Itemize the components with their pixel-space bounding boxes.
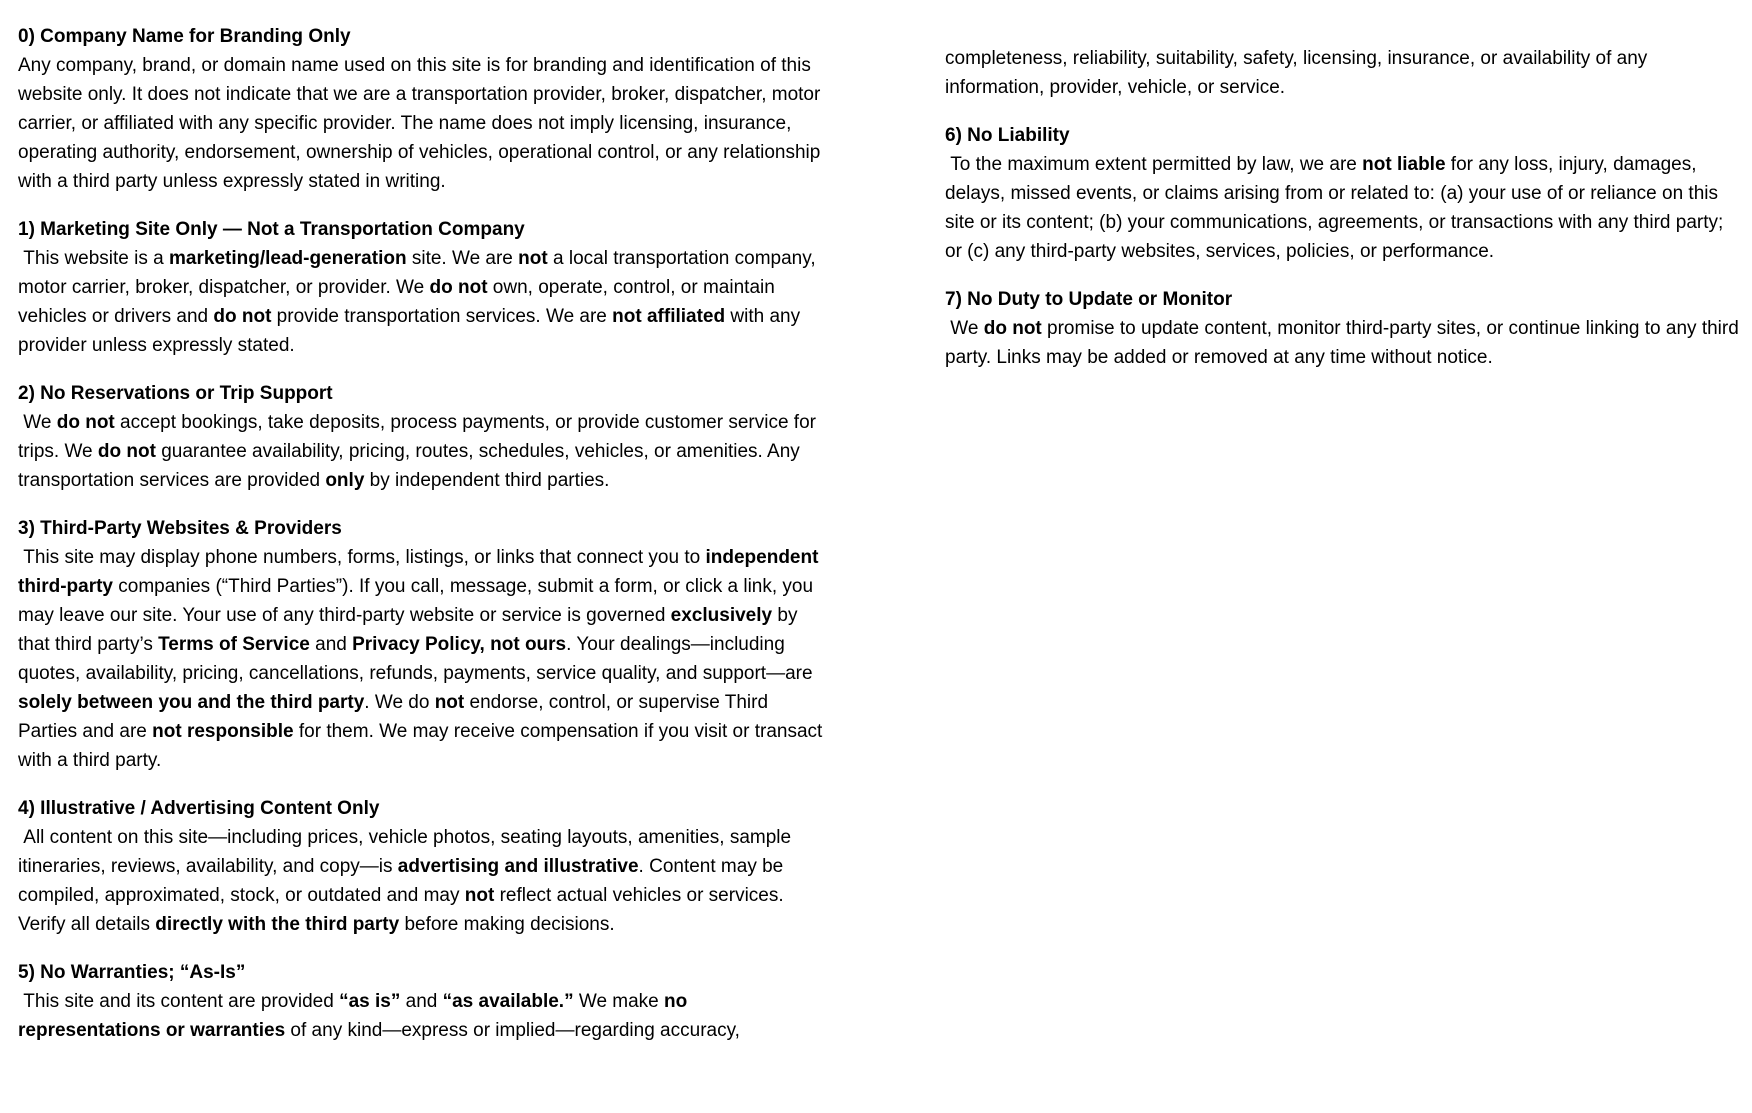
disclaimer-section xyxy=(18,514,828,775)
emphasis-text: do not xyxy=(983,318,1042,339)
body-text: . Your dealings—including quotes, availability, pricing, cancellations, refunds, payments, service quality, and support—are xyxy=(18,634,818,684)
body-text: . We do xyxy=(364,692,435,713)
body-text: for any loss, injury, damages, delays, missed events, or claims arising from or related to: (a) your use of or reliance on this site or its content; (b) your communications, agreements, or transactions with any third party; or (c) any third-party websites, services, policies, or performance. xyxy=(945,154,1729,262)
emphasis-text: do not xyxy=(56,412,115,433)
emphasis-text: solely between you and the third party xyxy=(18,692,365,713)
section-heading: 4) Illustrative / Advertising Content Only xyxy=(18,798,380,819)
body-text: before making decisions. xyxy=(399,914,615,935)
section-heading: 0) Company Name for Branding Only xyxy=(18,26,351,47)
body-text: for them. We may receive compensation if you visit or transact with a third party. xyxy=(18,721,828,771)
body-text: Any company, brand, or domain name used on this site is for branding and identification of this website only. It does not indicate that we are a transportation provider, broker, dispatcher, motor carrier, or affiliated with any specific provider. The name does not imply licensing, insurance, operating authority, endorsement, ownership of vehicles, operational control, or any relationship with a third party unless expressly stated in writing. xyxy=(18,55,826,192)
left-column xyxy=(18,0,828,1064)
body-text: . Content may be compiled, approximated, stock, or outdated and may xyxy=(18,856,789,906)
section-heading: 3) Third-Party Websites & Providers xyxy=(18,518,342,539)
body-text: companies (“Third Parties”). If you call, message, submit a form, or click a link, you may leave our site. Your use of any third-party website or service is governed xyxy=(18,576,819,626)
emphasis-text: directly with the third party xyxy=(155,914,400,935)
body-text: We xyxy=(18,412,57,433)
body-text: All content on this site—including prices, vehicle photos, seating layouts, amenities, sample itineraries, reviews, availability, and copy—is xyxy=(18,827,797,877)
body-text: This site may display phone numbers, forms, listings, or links that connect you to xyxy=(18,547,706,568)
disclaimer-section-continued xyxy=(945,44,1745,102)
body-text: endorse, control, or supervise Third Parties and are xyxy=(18,692,774,742)
body-text: and xyxy=(309,634,353,655)
section-heading: 1) Marketing Site Only — Not a Transportation Company xyxy=(18,219,525,240)
disclaimer-section xyxy=(18,794,828,939)
body-text: To the maximum extent permitted by law, we are xyxy=(945,154,1363,175)
emphasis-text: independent third-party xyxy=(18,547,824,597)
body-text: promise to update content, monitor third-party sites, or continue linking to any third party. Links may be added or removed at any time without notice. xyxy=(945,318,1745,368)
body-text: We make xyxy=(573,991,665,1012)
body-text: guarantee availability, pricing, routes, schedules, vehicles, or amenities. Any transportation services are provided xyxy=(18,441,806,491)
emphasis-text: do not xyxy=(213,306,272,327)
emphasis-text: “as available.” xyxy=(442,991,574,1012)
disclaimer-section xyxy=(945,285,1745,372)
emphasis-text: Terms of Service xyxy=(158,634,310,655)
emphasis-text: not liable xyxy=(1362,154,1446,175)
emphasis-text: no representations or warranties xyxy=(18,991,693,1041)
body-text: provide transportation services. We are xyxy=(271,306,613,327)
emphasis-text: marketing/lead-generation xyxy=(169,248,407,269)
body-text: site. We are xyxy=(406,248,519,269)
disclaimer-section xyxy=(18,22,828,196)
emphasis-text: Privacy Policy, xyxy=(352,634,485,655)
disclaimer-section xyxy=(18,215,828,360)
body-text: and xyxy=(400,991,443,1012)
body-text: of any kind—express or implied—regarding accuracy, xyxy=(285,1020,740,1041)
section-heading: 7) No Duty to Update or Monitor xyxy=(945,289,1233,310)
disclaimer-section xyxy=(945,121,1745,266)
body-text: We xyxy=(945,318,984,339)
body-text: a local transportation company, motor carrier, broker, dispatcher, or provider. We xyxy=(18,248,821,298)
disclaimer-section xyxy=(18,958,828,1045)
body-text: own, operate, control, or maintain vehicles or drivers and xyxy=(18,277,781,327)
emphasis-text: not responsible xyxy=(152,721,294,742)
emphasis-text: exclusively xyxy=(670,605,773,626)
emphasis-text: only xyxy=(325,470,365,491)
emphasis-text: not ours xyxy=(490,634,567,655)
emphasis-text: advertising and illustrative xyxy=(397,856,639,877)
emphasis-text: do not xyxy=(97,441,156,462)
emphasis-text: not xyxy=(464,885,495,906)
section-heading: 5) No Warranties; “As-Is” xyxy=(18,962,246,983)
emphasis-text: do not xyxy=(429,277,488,298)
body-text: This website is a xyxy=(18,248,170,269)
right-column xyxy=(945,0,1745,391)
body-text: accept bookings, take deposits, process payments, or provide customer service for trips. We xyxy=(18,412,822,462)
body-text: reflect actual vehicles or services. Verify all details xyxy=(18,885,789,935)
disclaimer-section xyxy=(18,379,828,495)
section-heading: 2) No Reservations or Trip Support xyxy=(18,383,333,404)
body-text: This site and its content are provided xyxy=(18,991,340,1012)
emphasis-text: not affiliated xyxy=(612,306,726,327)
body-text: by that third party’s xyxy=(18,605,803,655)
emphasis-text: not xyxy=(518,248,548,269)
section-heading: 6) No Liability xyxy=(945,125,1070,146)
emphasis-text: not xyxy=(434,692,465,713)
body-text: by independent third parties. xyxy=(364,470,610,491)
emphasis-text: “as is” xyxy=(339,991,401,1012)
body-text: completeness, reliability, suitability, safety, licensing, insurance, or availability of any information, provider, vehicle, or service. xyxy=(945,48,1653,98)
body-text: with any provider unless expressly stated. xyxy=(18,306,806,356)
